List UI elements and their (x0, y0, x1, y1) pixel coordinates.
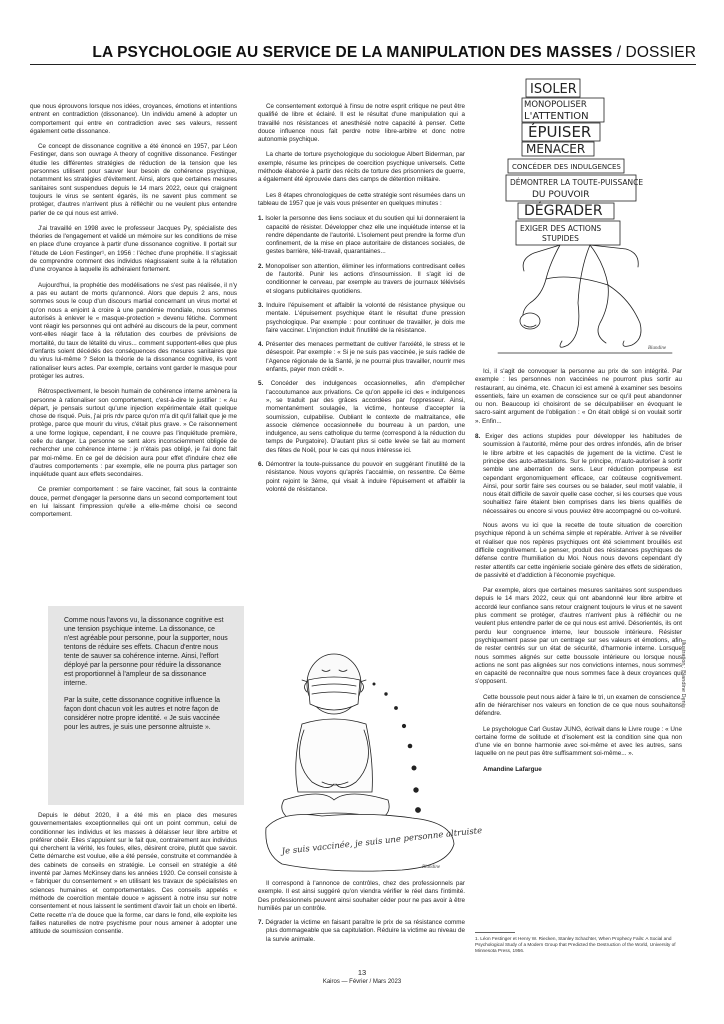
steps-list-final (475, 433, 682, 516)
masked-person-illustration (262, 622, 483, 876)
step-number: 7. (258, 919, 264, 927)
step-text: Isoler la personne des liens sociaux et du soutien qui lui donneraient la capacité de résister. Développer chez elle une inquiétude intense et la rendre dépendante de l'autorité. L'isolement peut prendre la forme d'un confinement, de la mise en place autoritaire de distances sociales, de gestes barrière, télé-travail, quarantaines... (265, 215, 465, 256)
paragraph: Aujourd'hui, la prophétie des modélisations ne s'est pas réalisée, il n'y a pas eu autant de morts qu'annoncé. Alors que depuis 2 ans, nous sommes sous le coup d'un discours martial concernant un virus mortel et qu'on nous a enjoint à croire à une pandémie mondiale, nous sommes autorisés à enlever le « masque-protection » devenu fétiche. Comment vont réagir les personnes qui ont adhéré au discours de la peur, comment vont-elles réagir face à la réfutation des courbes de prévisions de mortalité, du taux de létalité du virus... comment supportent-elles que plus d'enfants soient décédés des conséquences des mesures sanitaires que du virus lui-même ? Selon la théorie de la dissonance cognitive, ils vont rationaliser leurs actes. Par exemple, certains vont garder le masque pour protéger les autres. (30, 281, 237, 380)
word-menacer: MENACER (526, 142, 586, 156)
paragraph: La charte de torture psychologique du sociologue Albert Biderman, par exemple, résume les principes de coercition psychique universels. Cette méthode élaborée à partir des récits de torture des prisonniers de guerre, a également été éprouvée dans des camps de détention militaire. (258, 151, 465, 184)
title-separator: / (612, 44, 626, 61)
highlight-box (48, 606, 244, 805)
word-isoler: ISOLER (530, 82, 577, 97)
paragraph: J'ai travaillé en 1998 avec le professeur Jacques Py, spécialiste des théories de l'engagement et validé un mémoire sur les conditions de mise en place d'une croyance à partir d'une dissonance cognitive. Il portait sur l'étude de Léon Festinger¹, en 1956 : l'échec d'une prophétie. Il s'agissait de comprendre comment des individus réagissaient suite à la réfutation d'une croyance à laquelle ils adhéraient fortement. (30, 224, 237, 274)
paragraph: Ce premier comportement : se faire vacciner, fait sous la contrainte douce, permet d'engager la personne dans un second comportement tout en lui laissant l'impression qu'elle a elle-même choisi ce second comportement. (30, 486, 237, 519)
word-attention: L'ATTENTION (524, 111, 589, 122)
step-item (258, 263, 465, 296)
word-epuiser: ÉPUISER (528, 123, 592, 141)
illustration-credit: Illustration : Blandine Denis (680, 640, 686, 708)
step-item (258, 215, 465, 256)
burdened-person-illustration (490, 73, 680, 359)
article-title: LA PSYCHOLOGIE AU SERVICE DE LA MANIPULATION DES MASSES (92, 44, 613, 61)
paragraph: Les 8 étapes chronologiques de cette stratégie sont résumées dans un tableau de 1957 que je vais vous présenter en quelques minutes : (258, 191, 465, 207)
author-signature: Amandine Lafargue (483, 765, 542, 773)
column-2-bottom (258, 880, 465, 950)
magazine-issue: Kairos — Février / Mars 2023 (322, 979, 402, 985)
steps-list-continued (258, 919, 465, 944)
header-rule (30, 64, 696, 65)
word-toute-puissance: DÉMONTRER LA TOUTE-PUISSANCE (510, 178, 644, 187)
column-1-bottom (30, 812, 237, 943)
header-title (30, 44, 696, 62)
page-header (30, 44, 696, 62)
paragraph: Par exemple, alors que certaines mesures sanitaires sont suspendues depuis le 14 mars 2022, ceux qui ont abandonné leur libre arbitre et accordé leur confiance sans retour craignent toujours le virus et ne savent plus comment se protéger, d'autres n'arrivent plus à réfléchir ou ne veulent plus entendre parler de ce qui nous est arrivé. Désorientés, ils ont perdu leur congruence interne, leur boussole intérieure. Résister psychiquement passe par un centrage sur ses valeurs et émotions, afin de rester centrés sur un état de sécurité, d'harmonie interne. Lorsque nous sommes alignés sur cette boussole intérieure ou lorsque nous actions ne sont pas alignées sur nos convictions internes, nous sommes en capacité de reconnaître que nous sommes face à deux croyances qui s'opposent. (475, 587, 682, 686)
section-label: DOSSIER (625, 44, 696, 61)
step-item (258, 461, 465, 494)
rock-inscription: Je suis vaccinée, je suis une personne altruiste (281, 825, 483, 857)
paragraph: Ce consentement extorqué à l'insu de notre esprit critique ne peut être qualifié de libre et éclairé. Il est le résultat d'une manipulation qui a travaillé nos résistances et anesthésié notre capacité à penser. Cette douce influence nous fait perdre notre libre-arbitre et donc notre autonomie psychique. (258, 103, 465, 144)
footnote-rule (475, 932, 515, 933)
step-number: 1. (258, 215, 264, 223)
step-text: Concéder des indulgences occasionnelles, afin d'empêcher l'accoutumance aux privations. Ce qu'on appelle ici des « indulgences », se traduit par des grâces accordées par l'oppresseur. Ainsi, momentanément soulagée, la victime, honteuse d'accepter la soumission, culpabilise. Oubliant le contexte de maltraitance, elle associe clémence occasionnelle du bourreau à un pardon, une indulgence, au sens catholique du terme (correspond à la réduction du temps de Purgatoire). D'autant plus si cette levée se fait au moment des fêtes de Noël, pour le cas qui nous intéresse ici. (266, 380, 465, 454)
step-number: 6. (258, 460, 264, 468)
column-1 (30, 103, 237, 527)
column-3 (475, 368, 682, 781)
step-number: 8. (475, 433, 481, 441)
step-item (258, 380, 465, 455)
step-text: Induire l'épuisement et affaiblir la volonté de résistance physique ou mentale. L'épuisement psychique étant le résultat d'une pression psychologique. Par exemple : pour continuer de travailler, je dois me faire vacciner. L'injonction induit l'inutilité de la résistance. (266, 301, 466, 334)
word-indulgences: CONCÉDER DES INDULGENCES (512, 163, 621, 171)
word-stupides: STUPIDES (542, 234, 579, 243)
paragraph: Ici, il s'agit de convoquer la personne au prix de son intégrité. Par exemple : les personnes non vaccinées ne pourront plus sortir au restaurant, au cinéma, etc. Chacun ici est amené à examiner ses besoins essentiels, faire un examen de conscience sur ce qu'il peut abandonner ou non. Beaucoup ici choisiront de se déculpabiliser en évoquant le sacro-saint argument de l'obligation : « On était obligé si on voulait sortir ». Enfin... (475, 368, 682, 425)
paragraph: Ce concept de dissonance cognitive a été énoncé en 1957, par Léon Festinger, dans son ouvrage A theory of cognitive dissonance. Festinger étudie les différentes stratégies de réduction de la tension que les personnes utilisent pour sauver leur besoin de cohérence psychique, notamment les stratégies d'évitement. Ainsi, alors que certaines mesures sanitaires sont suspendues depuis le 14 mars 2022, ceux qui craignent toujours le virus se sentent égarés, ils ne savent plus comment se protéger, d'autres n'arrivent plus à réfléchir ou ne veulent plus entendre parler de ce qui nous est arrivé. (30, 143, 237, 217)
page-number: 13 (357, 968, 367, 977)
step-number: 5. (258, 380, 264, 388)
step-text: Monopoliser son attention, éliminer les informations contredisant celles de l'autorité. Punir les actions d'insoumission. Il s'agit ici de conditionner le cerveau, par exemple au travers de journaux télévisés et slogans publicitaires quotidiens. (265, 262, 466, 295)
step-text: Exiger des actions stupides pour développer les habitudes de soumission à l'autorité, même pour des ordres infondés, afin de briser le libre arbitre et les capacités de jugement de la victime. C'est le principe des auto-attestations. Sur le principe, m'auto-autoriser à sortir semble une aberration de sens. Leur réduction pompeuse est cependant ergonomiquement efficace, car coûteuse cognitivement. Ainsi, pour sortir faire ses courses ou se balader, seul motif valable, il nous était difficile de savoir quelle case cocher, si les courses que vous souhaitiez faire étaient bien comprises dans les biens qualifiés de nécessaires ou encore si vous pouviez être accompagné ou co-voituré. (483, 433, 683, 515)
box-paragraph: Comme nous l'avons vu, la dissonance cognitive est une tension psychique interne. La dissonance, ce n'est agréable pour personne, pour la supporter, nous tentons de réduire ses effets. Chacun d'entre nous tente de sauver sa cohérence interne. Ainsi, l'effort déployé par la personne pour réduire la dissonance est proportionnel à l'ampleur de sa dissonance interne. (64, 617, 228, 687)
step-number: 3. (258, 301, 264, 309)
steps-list (258, 215, 465, 494)
step-item (258, 919, 465, 944)
illustrator-signature: Blandine (422, 865, 441, 870)
step-item (258, 302, 465, 335)
step-text: Présenter des menaces permettant de cultiver l'anxiété, le stress et le désespoir. Par exemple : « Si je ne suis pas vaccinée, je suis radiée de l'Agence régionale de la Santé, je ne pourrai plus travailler, nourrir mes enfants, payer mon crédit ». (265, 341, 465, 374)
step-number: 2. (258, 262, 264, 270)
box-paragraph: Par la suite, cette dissonance cognitive influence la façon dont chacun voit les autres et notre façon de considérer notre propre identité. « Je suis vaccinée pour les autres, je suis une personne altruiste ». (64, 697, 220, 731)
column-2 (258, 103, 465, 500)
paragraph: Cette boussole peut nous aider à faire le tri, un examen de conscience, afin de hiérarchiser nos valeurs en fonction de ce que nous souhaitons défendre. (475, 693, 682, 718)
paragraph: Il correspond à l'annonce de contrôles, chez des professionnels par exemple. Il est ainsi suggéré qu'on viendra vérifier le réel dans l'intimité. Des professionnels peuvent ainsi souhaiter céder pour ne pas avoir à être humiliés par un contrôle. (258, 880, 465, 912)
page-footer (0, 968, 724, 985)
illustrator-signature: Blandine (648, 346, 667, 351)
paragraph: que nous éprouvons lorsque nos idées, croyances, émotions et intentions entrent en contradiction (dissonance). Un individu amené à adopter un comportement qui entre en contradiction avec ses valeurs, ressent également cette dissonance. (30, 103, 237, 135)
paragraph: Depuis le début 2020, il a été mis en place des mesures gouvernementales exceptionnelles qui ont un point commun, celui de conditionner les individus et les masses à délaisser leur libre arbitre et préférer obéir. Elles s'appuient sur le fait que, contrairement aux individus qui cherchent la vérité, les foules, elles, désirent croire, plutôt que savoir. Cette démarche est voulue, elle a été pensée, construite et commandée à des cabinets de conseils en stratégie. Le conseil en stratégie a été inventé par James McKinsey dans les années 1920. Ce conseil consiste à « fabriquer du consentement » en utilisant les travaux de spécialistes en sciences humaines et comportementales. Ces conseils appelés « méthode de coercition mentale douce » agissent à notre insu sur notre consentement et nous laissent le sentiment d'avoir fait un choix en liberté. Cette recette n'a de douce que la forme, car dans le fond, elle exploite les failles naturelles de notre psychisme pour nous amener à adopter une attitude de soumission consentie. (30, 812, 237, 936)
step-text: Dégrader la victime en faisant paraître le prix de sa résistance comme plus dommageable que sa capitulation. Réduire la victime au niveau de la survie animale. (265, 919, 465, 943)
footnote: 1. Léon Festinger et Henry W. Riecken, Stanley Schachter, When Prophecy Fails: A Social and Psychological Study of a Modern Group that Predicted the Destruction of the World, University of Minnesota Press, 1956. (475, 936, 676, 953)
step-text: Démontrer la toute-puissance du pouvoir en suggérant l'inutilité de la résistance. Nous voyons qu'après l'accalmie, on ressentre. Ce 6ème point rejoint le 3ème, qui visait à induire l'épuisement et affaiblir la volonté de résistance. (265, 460, 466, 493)
word-degrader: DÉGRADER (524, 203, 603, 219)
word-pouvoir: DU POUVOIR (532, 190, 590, 200)
step-item (258, 341, 465, 374)
step-number: 4. (258, 341, 264, 349)
word-monopoliser: MONOPOLISER (524, 100, 587, 110)
paragraph: Nous avons vu ici que la recette de toute situation de coercition psychique répond à un schéma simple et repérable. Arriver à se réveiller et réaliser que nos repères psychiques ont été sciemment brouillés est difficile cognitivement. Le penser, produit des résistances psychiques de défense contre l'humiliation du Moi. Nous nous devons cependant d'y rester attentifs car cette ingénierie sociale génère des effets de sidération, de passivité et d'addiction à l'économie psychique. (475, 522, 682, 579)
word-exiger: EXIGER DES ACTIONS (520, 224, 602, 233)
step-item (475, 433, 682, 516)
paragraph: Le psychologue Carl Gustav JUNG, écrivait dans le Livre rouge : « Une certaine forme de solitude et d'isolement est la condition sine qua non d'une vie en bonne harmonie avec soi-même et avec les autres, sans laquelle on ne peut pas être suffisamment soi-même... ». (475, 725, 682, 758)
paragraph: Rétrospectivement, le besoin humain de cohérence interne amènera la personne à rationaliser son comportement, c'est-à-dire le justifier : « Au départ, je pensais surtout qu'une injection expérimentale était quelque chose de risqué. Puis, j'ai pris rdv parce qu'on m'a dit qu'il fallait que je me protège, parce que mourir du virus, c'était plus grave. » Ce raisonnement a une forme logique, cependant, il ne couvre pas l'inquiétude première, celle du danger. La personne se sent alors inconsciemment obligée de rechercher une cohérence interne : je n'étais pas obligé, je l'ai donc fait par moi-même. En ce gel de décision aura pour effet d'induire chez elle d'autres comportements : par exemple, elle ne pourra plus partager son inquiétude quant aux effets secondaires. (30, 388, 237, 479)
